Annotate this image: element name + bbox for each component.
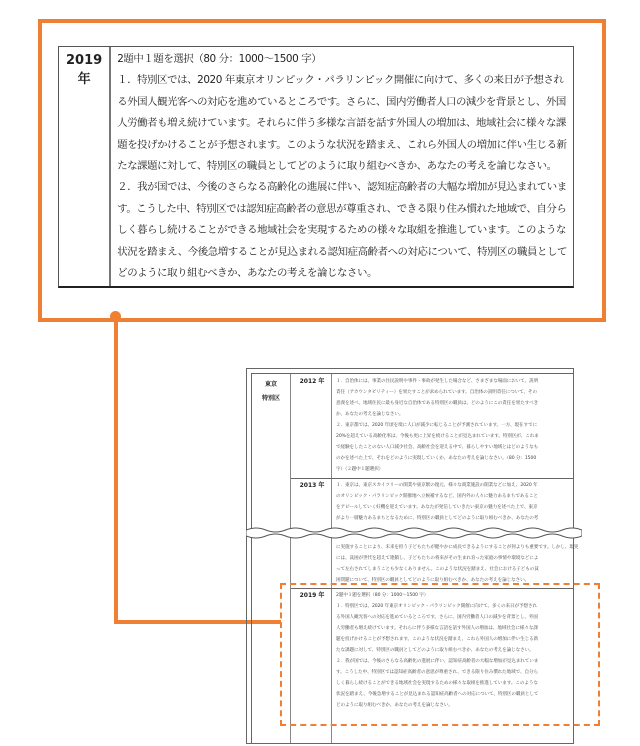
row-divider (291, 478, 573, 479)
text-line: がより一層魅力あるまちとなるために、特別区の職員としてどのように取り組むべきか、あなたの考 (336, 516, 539, 521)
callout-table (58, 46, 574, 288)
text-line: 2題中１題を選択（80 分：1000〜1500 字） (336, 593, 429, 598)
text-line: って左右されてしまうことも少なくありません。このような状況を踏まえ、社会における子どもの貧 (336, 567, 539, 572)
text-line: をアピールしていく好機を迎えています。あなたが発信していきたい東京の魅力を述べた上で、東京 (336, 505, 538, 510)
text-line: 題を投げかけることが予想されます。このような状況を踏まえ、これら外国人の増加に伴い生じる新 (336, 637, 539, 642)
text-line: どのように取り組むべきか、あなたの考えを論じなさい。 (336, 703, 453, 708)
text-line: る外国人観光客への対応を進めているところです。さらに、国内労働者人口の減少を背景とし、外国 (336, 615, 538, 620)
text-line: ２．東京都では、2020 年頃を境に人口が減少に転じることが予測されています。一方、現在すでに (336, 423, 538, 428)
text-line: 人労働者も増え続けています。それらに伴う多様な言語を話す外国人の増加は、地域社会に様々な課 (117, 117, 566, 130)
text-line: １．特別区では、2020 年東京オリンピック・パラリンピック開催に向けて、多くの来日が予想され (117, 74, 564, 87)
text-line: １．特別区では、2020 年東京オリンピック・パラリンピック開催に向けて、多くの来日が予想され (336, 604, 537, 609)
text-line: 状況を踏まえ、今後急増することが見込まれる認知症高齢者への対応について、特別区の職員として (117, 245, 567, 258)
text-line: 意義を述べ、地域住民に最も身近な自治体である特別区の職員は、どのようにこの責任を果たすべき (336, 401, 539, 406)
region-label (252, 378, 290, 406)
text-line: のかを述べた上で、それをどのように実現していくか、あなたの考えを論じなさい。（80 分：1500 (336, 456, 537, 461)
text-line: る外国人観光客への対応を進めているところです。さらに、国内労働者人口の減少を背景とし、外国 (117, 95, 566, 108)
text-line: 人労働者も増え続けています。それらに伴う多様な言語を話す外国人の増加は、地域社会に様々な課 (336, 626, 538, 631)
text-line: どのように取り組むべきか、あなたの考えを論じなさい。 (117, 266, 377, 279)
text-line: １．東京は、東京スカイツリーの開業や東京駅の復元、様々な商業施設の開業などに加え、2020 年 (336, 483, 538, 488)
text-line: たな課題に対して、特別区の職員としてどのように取り組むべきか、あなたの考えを論じなさい。 (336, 648, 534, 653)
page-break-wave (246, 526, 582, 540)
row-text (336, 542, 579, 586)
year-label: 2012 年 (299, 378, 325, 385)
text-line: たな課題に対して、特別区の職員としてどのように取り組むべきか、あなたの考えを論じなさい。 (117, 159, 557, 172)
text-line: か、あなたの考えを論じなさい。 (336, 412, 404, 417)
callout-year: 2019 年 (59, 47, 111, 286)
region-line: 東京 (264, 381, 277, 388)
connector-line (114, 316, 118, 624)
connector-dot (110, 311, 121, 322)
highlight-box (280, 583, 600, 726)
text-line: しく暮らし続けることができる地域社会を実現するための様々な取組を推進しています。このような (117, 224, 566, 237)
text-line: ２．我が国では、今後のさらなる高齢化の進展に伴い、認知症高齢者の大幅な増加が見込まれていま (117, 181, 567, 194)
region-line: 特別区 (261, 395, 280, 402)
text-line: 困問題について、特別区の職員としてどのように取り組むべきか、あなたの考えを論じなさい。 (336, 578, 530, 583)
text-line: ２．我が国では、今後のさらなる高齢化の進展に伴い、認知症高齢者の大幅な増加が見込まれていま (336, 659, 539, 664)
text-line: 題を投げかけることが予想されます。このような状況を踏まえ、これら外国人の増加に伴い生じる新 (117, 138, 567, 151)
text-line: で経験をしたことのない人口減少社会、高齢社会を迎える中で、暮らしやすい地域とはどのようなも (336, 445, 539, 450)
callout-text (111, 47, 573, 286)
text-line: に実施することにより、未来を担う子どもたちが健やかに成長できるようにすることが何よりも重要です。しかし、現実 (336, 545, 579, 550)
text-line: す。こうした中、特別区では認知症高齢者の意思が尊重され、できる限り住み慣れた地域で、自分ら (336, 670, 539, 675)
text-line: す。こうした中、特別区では認知症高齢者の意思が尊重され、できる限り住み慣れた地域で、自分ら (117, 202, 567, 215)
row-text (336, 480, 574, 524)
year-label: 2019 年 (299, 592, 325, 599)
text-line: １．自治体には、事業の住民説明や事件・事故が発生した場合など、さまざまな場面において、説明 (336, 379, 539, 384)
year-label: 2013 年 (299, 482, 325, 489)
text-line: 20%を超えている高齢化率は、今後も更に上昇を続けることが見込まれています。特別区が、これま (336, 434, 539, 439)
text-line: 状況を踏まえ、今後急増することが見込まれる認知症高齢者への対応について、特別区の職員として (336, 692, 539, 697)
text-line: 責任（アカウンタビリティー）を果たすことが求められています。自治体の説明責任について、その (336, 390, 537, 395)
text-line: しく暮らし続けることができる地域社会を実現するための様々な取組を推進しています。このような (336, 681, 538, 686)
text-line: 2題中１題を選択（80 分：1000〜1500 字） (117, 53, 322, 65)
text-line: 字）（２題中１題選択） (336, 467, 384, 472)
text-line: には、貧困が世代を超えて連鎖し、子どもたちの将来がその生まれ育った家庭の事情や環境などによ (336, 556, 539, 561)
row-text (336, 376, 574, 475)
text-line: のオリンピック・パラリンピック開催地へ立候補するなど、国内外の人々に魅力あるまちであること (336, 494, 538, 499)
